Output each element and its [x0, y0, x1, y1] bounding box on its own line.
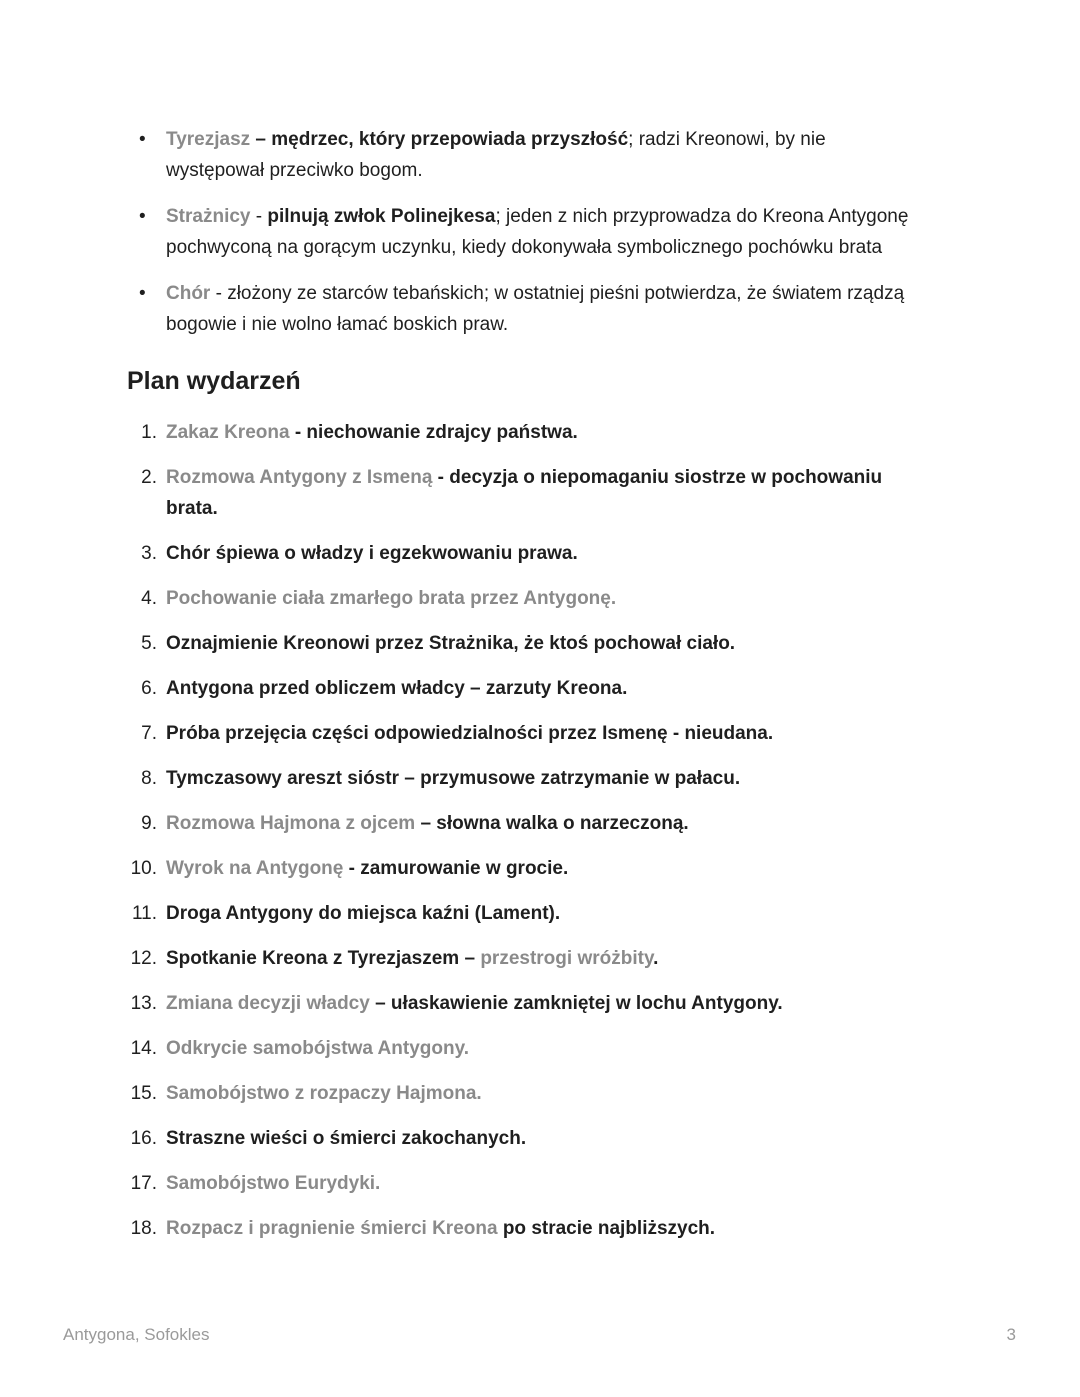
- event-number: 14.: [130, 1038, 157, 1059]
- event-number: 11.: [131, 903, 157, 924]
- event-item: [127, 1213, 927, 1244]
- event-item: [127, 1168, 927, 1199]
- text-segment: Samobójstwo Eurydyki.: [166, 1173, 381, 1194]
- event-number: 12.: [130, 948, 157, 969]
- event-number: 4.: [141, 588, 157, 609]
- text-segment: – ułaskawienie zamkniętej w lochu Antygony.: [369, 993, 783, 1014]
- text-segment: Oznajmienie Kreonowi przez Strażnika, że ktoś pochował ciało.: [166, 633, 736, 654]
- event-item: [127, 538, 927, 569]
- text-segment: ; radzi Kreonowi, by nie występował przeciwko bogom.: [166, 129, 826, 181]
- text-segment: Wyrok na Antygonę: [166, 858, 344, 879]
- event-item: [127, 763, 927, 794]
- event-number: 3.: [141, 543, 157, 564]
- bullet-icon: •: [139, 129, 146, 150]
- event-number: 5.: [141, 633, 157, 654]
- text-segment: -: [250, 206, 268, 227]
- event-item: [127, 943, 927, 974]
- section-heading: Plan wydarzeń: [127, 367, 301, 395]
- event-number: 7.: [141, 723, 157, 744]
- event-text: [166, 628, 922, 659]
- text-segment: Zmiana decyzji władcy: [166, 993, 370, 1014]
- event-item: [127, 1123, 927, 1154]
- event-number: 13.: [130, 993, 157, 1014]
- event-text: [166, 462, 922, 524]
- event-item: [127, 808, 927, 839]
- event-text: [166, 1213, 922, 1244]
- text-segment: Chór: [166, 283, 211, 304]
- footer-page-number: 3: [1006, 1325, 1016, 1344]
- event-text: [166, 1123, 922, 1154]
- character-bullet-list: [127, 124, 927, 340]
- event-text: [166, 763, 922, 794]
- text-segment: Tyrezjasz: [166, 129, 251, 150]
- text-segment: Strażnicy: [166, 206, 251, 227]
- event-item: [127, 462, 927, 524]
- event-number: 2.: [141, 467, 157, 488]
- event-number: 1.: [141, 422, 157, 443]
- text-segment: .: [653, 948, 659, 969]
- event-number: 15.: [130, 1083, 157, 1104]
- text-segment: – mędrzec, który przepowiada przyszłość: [250, 129, 629, 150]
- text-segment: Tymczasowy areszt sióstr – przymusowe zatrzymanie w pałacu.: [166, 768, 741, 789]
- text-segment: Rozmowa Hajmona z ojcem: [166, 813, 416, 834]
- text-segment: Pochowanie ciała zmarłego brata przez Antygonę.: [166, 588, 617, 609]
- event-number: 9.: [141, 813, 157, 834]
- text-segment: Rozmowa Antygony z Ismeną: [166, 467, 433, 488]
- events-list: [127, 417, 927, 1244]
- footer-document-title: Antygona, Sofokles: [63, 1325, 210, 1344]
- text-segment: - zamurowanie w grocie.: [343, 858, 569, 879]
- event-text: [166, 898, 922, 929]
- event-text: [166, 673, 922, 704]
- event-text: [166, 853, 922, 884]
- text-segment: Samobójstwo z rozpaczy Hajmona.: [166, 1083, 482, 1104]
- event-number: 6.: [141, 678, 157, 699]
- event-item: [127, 1033, 927, 1064]
- event-text: [166, 1033, 922, 1064]
- text-segment: Próba przejęcia części odpowiedzialności przez Ismenę - nieudana.: [166, 723, 774, 744]
- event-text: [166, 808, 922, 839]
- event-item: [127, 417, 927, 448]
- text-segment: przestrogi wróżbity: [480, 948, 654, 969]
- event-item: [127, 673, 927, 704]
- text-segment: ; jeden z nich przyprowadza do Kreona Antygonę pochwyconą na gorącym uczynku, kiedy dokonywała symbolicznego pochówku brata: [166, 206, 909, 258]
- text-segment: - decyzja o niepomaganiu siostrze w pochowaniu brata.: [166, 467, 883, 519]
- bullet-icon: •: [139, 283, 146, 304]
- event-text: [166, 538, 922, 569]
- event-text: [166, 1078, 922, 1109]
- text-segment: - złożony ze starców tebańskich; w ostatniej pieśni potwierdza, że światem rządzą bogowie i nie wolno łamać boskich praw.: [166, 283, 905, 335]
- text-segment: Zakaz Kreona: [166, 422, 290, 443]
- event-item: [127, 988, 927, 1019]
- text-segment: – słowna walka o narzeczoną.: [415, 813, 689, 834]
- event-number: 8.: [141, 768, 157, 789]
- event-number: 16.: [130, 1128, 157, 1149]
- event-text: [166, 988, 922, 1019]
- character-bullet-item: [127, 278, 922, 340]
- event-number: 18.: [130, 1218, 157, 1239]
- event-number: 10.: [130, 858, 157, 879]
- event-text: [166, 718, 922, 749]
- text-segment: pilnują zwłok Polinejkesa: [267, 206, 496, 227]
- text-segment: Spotkanie Kreona z Tyrezjaszem –: [166, 948, 481, 969]
- text-segment: - niechowanie zdrajcy państwa.: [289, 422, 578, 443]
- event-item: [127, 628, 927, 659]
- event-text: [166, 583, 922, 614]
- event-item: [127, 853, 927, 884]
- text-segment: Rozpacz i pragnienie śmierci Kreona: [166, 1218, 498, 1239]
- event-text: [166, 417, 922, 448]
- footer: [63, 1325, 1016, 1345]
- text-segment: po stracie najbliższych.: [497, 1218, 716, 1239]
- event-item: [127, 718, 927, 749]
- text-segment: Straszne wieści o śmierci zakochanych.: [166, 1128, 527, 1149]
- event-item: [127, 1078, 927, 1109]
- bullet-icon: •: [139, 206, 146, 227]
- event-item: [127, 898, 927, 929]
- character-bullet-item: [127, 124, 922, 186]
- event-text: [166, 943, 922, 974]
- character-bullet-item: [127, 201, 922, 263]
- text-segment: Antygona przed obliczem władcy – zarzuty Kreona.: [166, 678, 628, 699]
- event-text: [166, 1168, 922, 1199]
- text-segment: Chór śpiewa o władzy i egzekwowaniu prawa.: [166, 543, 578, 564]
- event-item: [127, 583, 927, 614]
- text-segment: Odkrycie samobójstwa Antygony.: [166, 1038, 470, 1059]
- text-segment: Droga Antygony do miejsca kaźni (Lament).: [166, 903, 561, 924]
- event-number: 17.: [130, 1173, 157, 1194]
